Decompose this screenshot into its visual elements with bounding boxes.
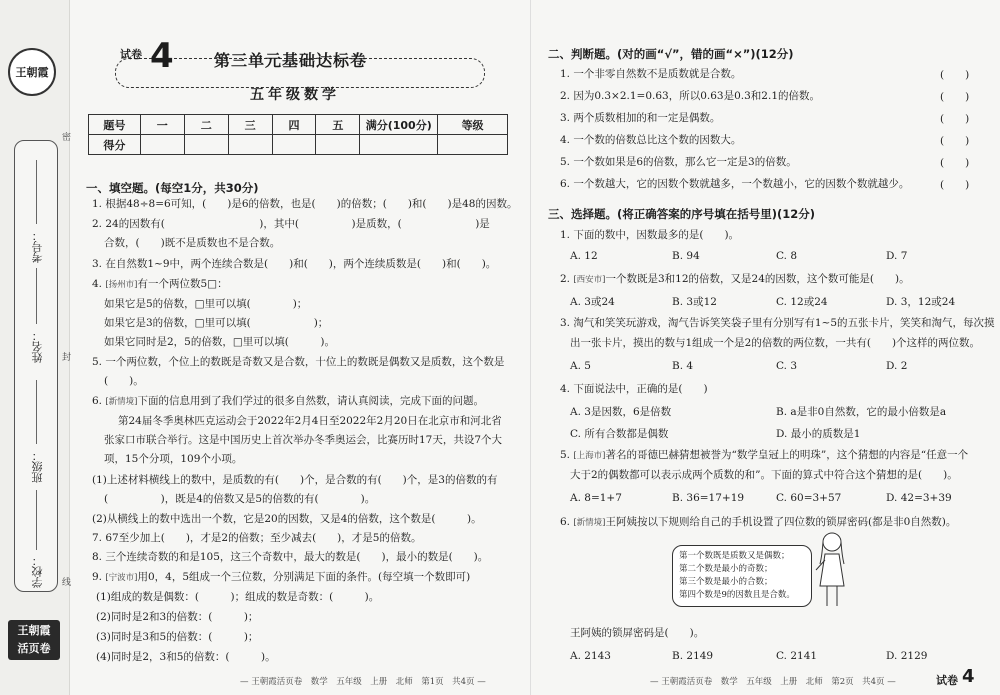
choice-5-option-a[interactable]: A. 8=1+7 <box>570 492 622 504</box>
score-cell[interactable] <box>438 135 508 155</box>
answer-paren[interactable]: ( ) <box>940 69 970 81</box>
choice-5-option-c[interactable]: C. 60=3+57 <box>776 492 842 504</box>
score-header-cell: 三 <box>228 115 272 135</box>
region-tag: [上海市] <box>573 451 606 461</box>
choice-6-option-b[interactable]: B. 2149 <box>672 650 714 662</box>
question-2-line2: 合数，( )既不是质数也不是合数。 <box>104 237 281 249</box>
exam-number: 4 <box>150 36 174 76</box>
choice-6: 6. [新情境]王阿姨按以下规则给自己的手机设置了四位数的锁屏密码(都是非0自然数)。 <box>560 516 957 528</box>
score-cell[interactable] <box>140 135 184 155</box>
section-choice: 三、选择题。(将正确答案的序号填在括号里)(12分) <box>548 207 816 221</box>
answer-paren[interactable]: ( ) <box>940 179 970 191</box>
answer-paren[interactable]: ( ) <box>940 135 970 147</box>
question-1: 1. 根据48÷8=6可知，( )是6的倍数，也是( )的倍数；( )和( )是48的因数。 <box>92 198 518 210</box>
exam-number-label: 考号： <box>31 230 44 263</box>
choice-3-option-c[interactable]: C. 3 <box>776 360 798 372</box>
question-4c: 如果它同时是2，5的倍数，□里可以填( )。 <box>104 336 335 348</box>
judge-3: 3. 两个质数相加的和一定是偶数。 <box>560 112 721 124</box>
region-tag: [宁波市] <box>105 573 138 583</box>
score-header-cell: 四 <box>272 115 316 135</box>
score-cell[interactable] <box>272 135 316 155</box>
choice-6-option-a[interactable]: A. 2143 <box>570 650 611 662</box>
passage-line2: 张家口市联合举行。这是中国历史上首次举办冬季奥运会，比赛历时17天，共设7个大 <box>104 434 503 446</box>
question-4b: 如果它是3的倍数，□里可以填( )； <box>104 317 329 329</box>
footer-left: — 王朝霞活页卷 数学 五年级 上册 北师 第1页 共4页 — <box>240 677 486 687</box>
name-label: 姓名： <box>31 330 44 363</box>
score-cell[interactable] <box>184 135 228 155</box>
rule-3: 第三个数是最小的合数； <box>679 577 773 587</box>
choice-4-option-c[interactable]: C. 所有合数都是偶数 <box>570 428 669 440</box>
score-row-label: 得分 <box>89 135 141 155</box>
choice-3-option-a[interactable]: A. 5 <box>570 360 591 372</box>
score-table <box>88 114 508 155</box>
question-8: 8. 三个连续奇数的和是105，这三个奇数中，最大的数是( )，最小的数是( )。 <box>92 551 489 563</box>
rule-1: 第一个数既是质数又是偶数； <box>679 551 790 561</box>
choice-1-option-c[interactable]: C. 8 <box>776 250 798 262</box>
question-3: 3. 在自然数1~9中，两个连续合数是( )和( )，两个连续质数是( )和( )。 <box>92 258 497 270</box>
choice-5-line1: 5. [上海市]著名的哥德巴赫猜想被誉为“数学皇冠上的明珠”，这个猜想的内容是“任意一个 <box>560 449 969 461</box>
choice-4-option-b[interactable]: B. a是非0自然数，它的最小倍数是a <box>776 406 947 418</box>
question-2-line1: 2. 24的因数有( )，其中( )是质数，( )是 <box>92 218 490 230</box>
choice-4-option-d[interactable]: D. 最小的质数是1 <box>776 428 861 440</box>
region-tag: [扬州市] <box>105 280 138 290</box>
brand-logo: 王朝霞 <box>8 48 56 96</box>
answer-paren[interactable]: ( ) <box>940 113 970 125</box>
judge-1: 1. 一个非零自然数不是质数就是合数。 <box>560 68 742 80</box>
header-tag: 试卷 <box>120 48 142 61</box>
section-true-false: 二、判断题。(对的画“√”，错的画“×”)(12分) <box>548 47 794 61</box>
question-6: 6. [新情境]下面的信息用到了我们学过的很多自然数，请认真阅读，完成下面的问题。 <box>92 395 484 407</box>
exam-number-line <box>36 160 37 224</box>
question-9-2: (2)同时是2和3的倍数：( )； <box>96 611 259 623</box>
question-6-2: (2)从横线上的数中选出一个数，它是20的因数，又是4的倍数，这个数是( )。 <box>92 513 482 525</box>
footer-tag: 试卷 <box>936 674 958 687</box>
score-cell[interactable] <box>360 135 438 155</box>
choice-6-question: 王阿姨的锁屏密码是( )。 <box>570 627 705 639</box>
score-cell[interactable] <box>316 135 360 155</box>
score-header-cell: 题号 <box>89 115 141 135</box>
region-tag: [新情境] <box>573 518 606 528</box>
choice-2-option-a[interactable]: A. 3或24 <box>570 296 615 308</box>
footer-right: — 王朝霞活页卷 数学 五年级 上册 北师 第2页 共4页 — <box>650 677 896 687</box>
choice-6-option-c[interactable]: C. 2141 <box>776 650 818 662</box>
question-9-3: (3)同时是3和5的倍数：( )； <box>96 631 259 643</box>
class-line <box>36 380 37 444</box>
question-4a: 如果它是5的倍数，□里可以填( )； <box>104 298 308 310</box>
brand-badge: 王朝霞 活页卷 <box>8 620 60 660</box>
choice-5-option-d[interactable]: D. 42=3+39 <box>886 492 952 504</box>
rule-2: 第二个数是最小的奇数； <box>679 564 773 574</box>
choice-2-option-b[interactable]: B. 3或12 <box>672 296 717 308</box>
judge-6: 6. 一个数越大，它的因数个数就越多，一个数越小，它的因数个数就越少。 <box>560 178 910 190</box>
score-header-cell: 二 <box>184 115 228 135</box>
rule-4: 第四个数是9的因数且是合数。 <box>679 590 795 600</box>
page-divider <box>530 0 531 695</box>
answer-paren[interactable]: ( ) <box>940 91 970 103</box>
class-label: 班级： <box>31 450 44 483</box>
choice-1-option-a[interactable]: A. 12 <box>570 250 598 262</box>
region-tag: [西安市] <box>573 275 606 285</box>
choice-4: 4. 下面说法中，正确的是( ) <box>560 383 708 395</box>
judge-5: 5. 一个数如果是6的倍数，那么它一定是3的倍数。 <box>560 156 797 168</box>
question-5-line2: ( )。 <box>104 375 144 387</box>
choice-3-line2: 出一张卡片，摸出的数与1组成一个是2的倍数的两位数，一共有( )个这样的两位数。 <box>570 337 981 349</box>
page-title: 第三单元基础达标卷 <box>214 51 368 70</box>
question-9-4: (4)同时是2，3和5的倍数：( )。 <box>96 651 276 663</box>
question-7: 7. 67至少加上( )，才是2的倍数；至少减去( )，才是5的倍数。 <box>92 532 422 544</box>
score-cell[interactable] <box>228 135 272 155</box>
seal-mi: 密 <box>62 133 72 143</box>
choice-3-option-d[interactable]: D. 2 <box>886 360 908 372</box>
question-6-1-line1: (1)上述材料横线上的数中，是质数的有( )个，是合数的有( )个，是3的倍数的有 <box>92 474 498 486</box>
question-6-1-line2: ( )，既是4的倍数又是5的倍数的有( )。 <box>104 493 376 505</box>
question-9: 9. [宁波市]用0，4，5组成一个三位数，分别满足下面的条件。(每空填一个数即可) <box>92 571 471 583</box>
passage-line3: 项，15个分项，109个小项。 <box>104 453 243 465</box>
choice-2-option-d[interactable]: D. 3，12或24 <box>886 296 956 308</box>
school-line <box>36 490 37 550</box>
choice-1-option-b[interactable]: B. 94 <box>672 250 700 262</box>
answer-paren[interactable]: ( ) <box>940 157 970 169</box>
question-4: 4. [扬州市]有一个两位数5□： <box>92 278 228 290</box>
girl-illustration-icon <box>812 530 852 612</box>
choice-2-option-c[interactable]: C. 12或24 <box>776 296 828 308</box>
score-header-cell: 五 <box>316 115 360 135</box>
choice-6-option-d[interactable]: D. 2129 <box>886 650 928 662</box>
judge-4: 4. 一个数的倍数总比这个数的因数大。 <box>560 134 742 146</box>
choice-4-option-a[interactable]: A. 3是因数，6是倍数 <box>570 406 672 418</box>
choice-5-option-b[interactable]: B. 36=17+19 <box>672 492 745 504</box>
page-subtitle: 五年级数学 <box>250 87 340 103</box>
seal-feng: 封 <box>62 353 72 363</box>
choice-5-line2: 大于2的偶数都可以表示成两个质数的和”。下面的算式中符合这个猜想的是( )。 <box>570 469 958 481</box>
judge-2: 2. 因为0.3×2.1=0.63，所以0.63是0.3和2.1的倍数。 <box>560 90 821 102</box>
passage-line1: 第24届冬季奥林匹克运动会于2022年2月4日至2022年2月20日在北京市和河北省 <box>118 415 502 427</box>
region-tag: [新情境] <box>105 397 138 407</box>
choice-3-option-b[interactable]: B. 4 <box>672 360 694 372</box>
question-5-line1: 5. 一个两位数，个位上的数既是奇数又是合数，十位上的数既是偶数又是质数，这个数是 <box>92 356 505 368</box>
footer-number: 4 <box>962 666 975 687</box>
choice-2: 2. [西安市]一个数既是3和12的倍数，又是24的因数，这个数可能是( )。 <box>560 273 910 285</box>
score-header-cell: 满分(100分) <box>360 115 438 135</box>
password-rules-bubble <box>672 545 812 607</box>
choice-3-line1: 3. 淘气和笑笑玩游戏，淘气告诉笑笑袋子里有分别写有1~5的五张卡片，笑笑和淘气，每次摸 <box>560 317 995 329</box>
question-9-1: (1)组成的数是偶数：( )；组成的数是奇数：( )。 <box>96 591 380 603</box>
choice-1: 1. 下面的数中，因数最多的是( )。 <box>560 229 740 241</box>
name-line <box>36 268 37 324</box>
choice-1-option-d[interactable]: D. 7 <box>886 250 908 262</box>
section-fill-in: 一、填空题。(每空1分，共30分) <box>86 181 259 195</box>
seal-xian: 线 <box>62 578 72 588</box>
school-label: 学校： <box>31 555 44 588</box>
score-header-cell: 等级 <box>438 115 508 135</box>
score-header-cell: 一 <box>140 115 184 135</box>
